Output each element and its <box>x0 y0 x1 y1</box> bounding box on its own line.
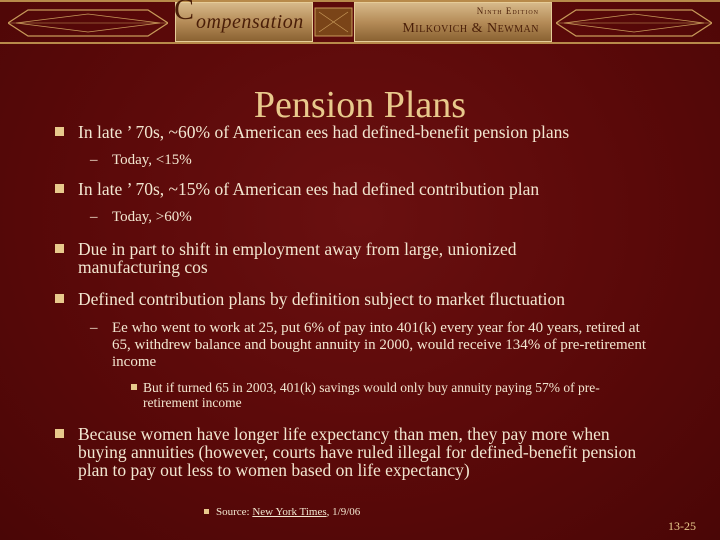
sub-sub-bullet-item <box>143 380 643 410</box>
slide-title: Pension Plans <box>253 84 467 127</box>
square-bullet-icon <box>55 429 64 438</box>
sub-bullet-item <box>90 320 647 371</box>
sub-bullet-text: Ee who went to work at 25, put 6% of pay into 401(k) every year for 40 years, retired at 65, withdrew balance and bought annuity in 2000, would receive 134% of pre-retirement income <box>112 320 647 370</box>
square-bullet-icon <box>55 127 64 136</box>
bullet-text: In late ’ 70s, ~60% of American ees had defined-benefit pension plans <box>78 122 570 142</box>
logo-text: ompensation <box>196 11 304 33</box>
bullet-item <box>78 290 658 308</box>
sub-sub-bullet-text: But if turned 65 in 2003, 401(k) savings would only buy annuity paying 57% of pre-retirement income <box>143 380 600 410</box>
bullet-item <box>78 123 658 141</box>
square-bullet-icon <box>55 184 64 193</box>
small-square-bullet-icon <box>204 509 209 514</box>
logo-initial: C <box>174 0 195 26</box>
bullet-text: In late ’ 70s, ~15% of American ees had defined contribution plan <box>78 179 540 199</box>
sub-bullet-item <box>90 209 652 226</box>
bullet-item <box>78 425 648 479</box>
bullet-text: Because women have longer life expectancy than men, they pay more when buying annuities (however, courts have ruled illegal for defined-benefit pension plan to pay out less to women based on life expectancy) <box>78 424 637 480</box>
edition-label: Ninth Edition <box>476 6 539 16</box>
square-bullet-icon <box>55 244 64 253</box>
page-number: 13-25 <box>668 519 696 533</box>
source-date: , 1/9/06 <box>326 506 361 518</box>
bullet-item <box>78 180 658 198</box>
dash-bullet-icon: – <box>90 209 98 225</box>
sub-bullet-text: Today, >60% <box>112 209 192 225</box>
sub-bullet-text: Today, <15% <box>112 152 192 168</box>
source-citation <box>216 506 360 518</box>
sub-bullet-item <box>90 152 652 169</box>
source-publication: New York Times <box>252 506 327 518</box>
dash-bullet-icon: – <box>90 320 98 336</box>
bullet-text: Due in part to shift in employment away from large, unionized manufacturing cos <box>78 239 517 277</box>
source-prefix: Source: <box>216 506 253 518</box>
authors-label: Milkovich & Newman <box>402 21 539 36</box>
small-square-bullet-icon <box>131 384 137 390</box>
bullet-text: Defined contribution plans by definition subject to market fluctuation <box>78 289 565 309</box>
bullet-item <box>78 240 598 276</box>
square-bullet-icon <box>55 294 64 303</box>
dash-bullet-icon: – <box>90 152 98 168</box>
